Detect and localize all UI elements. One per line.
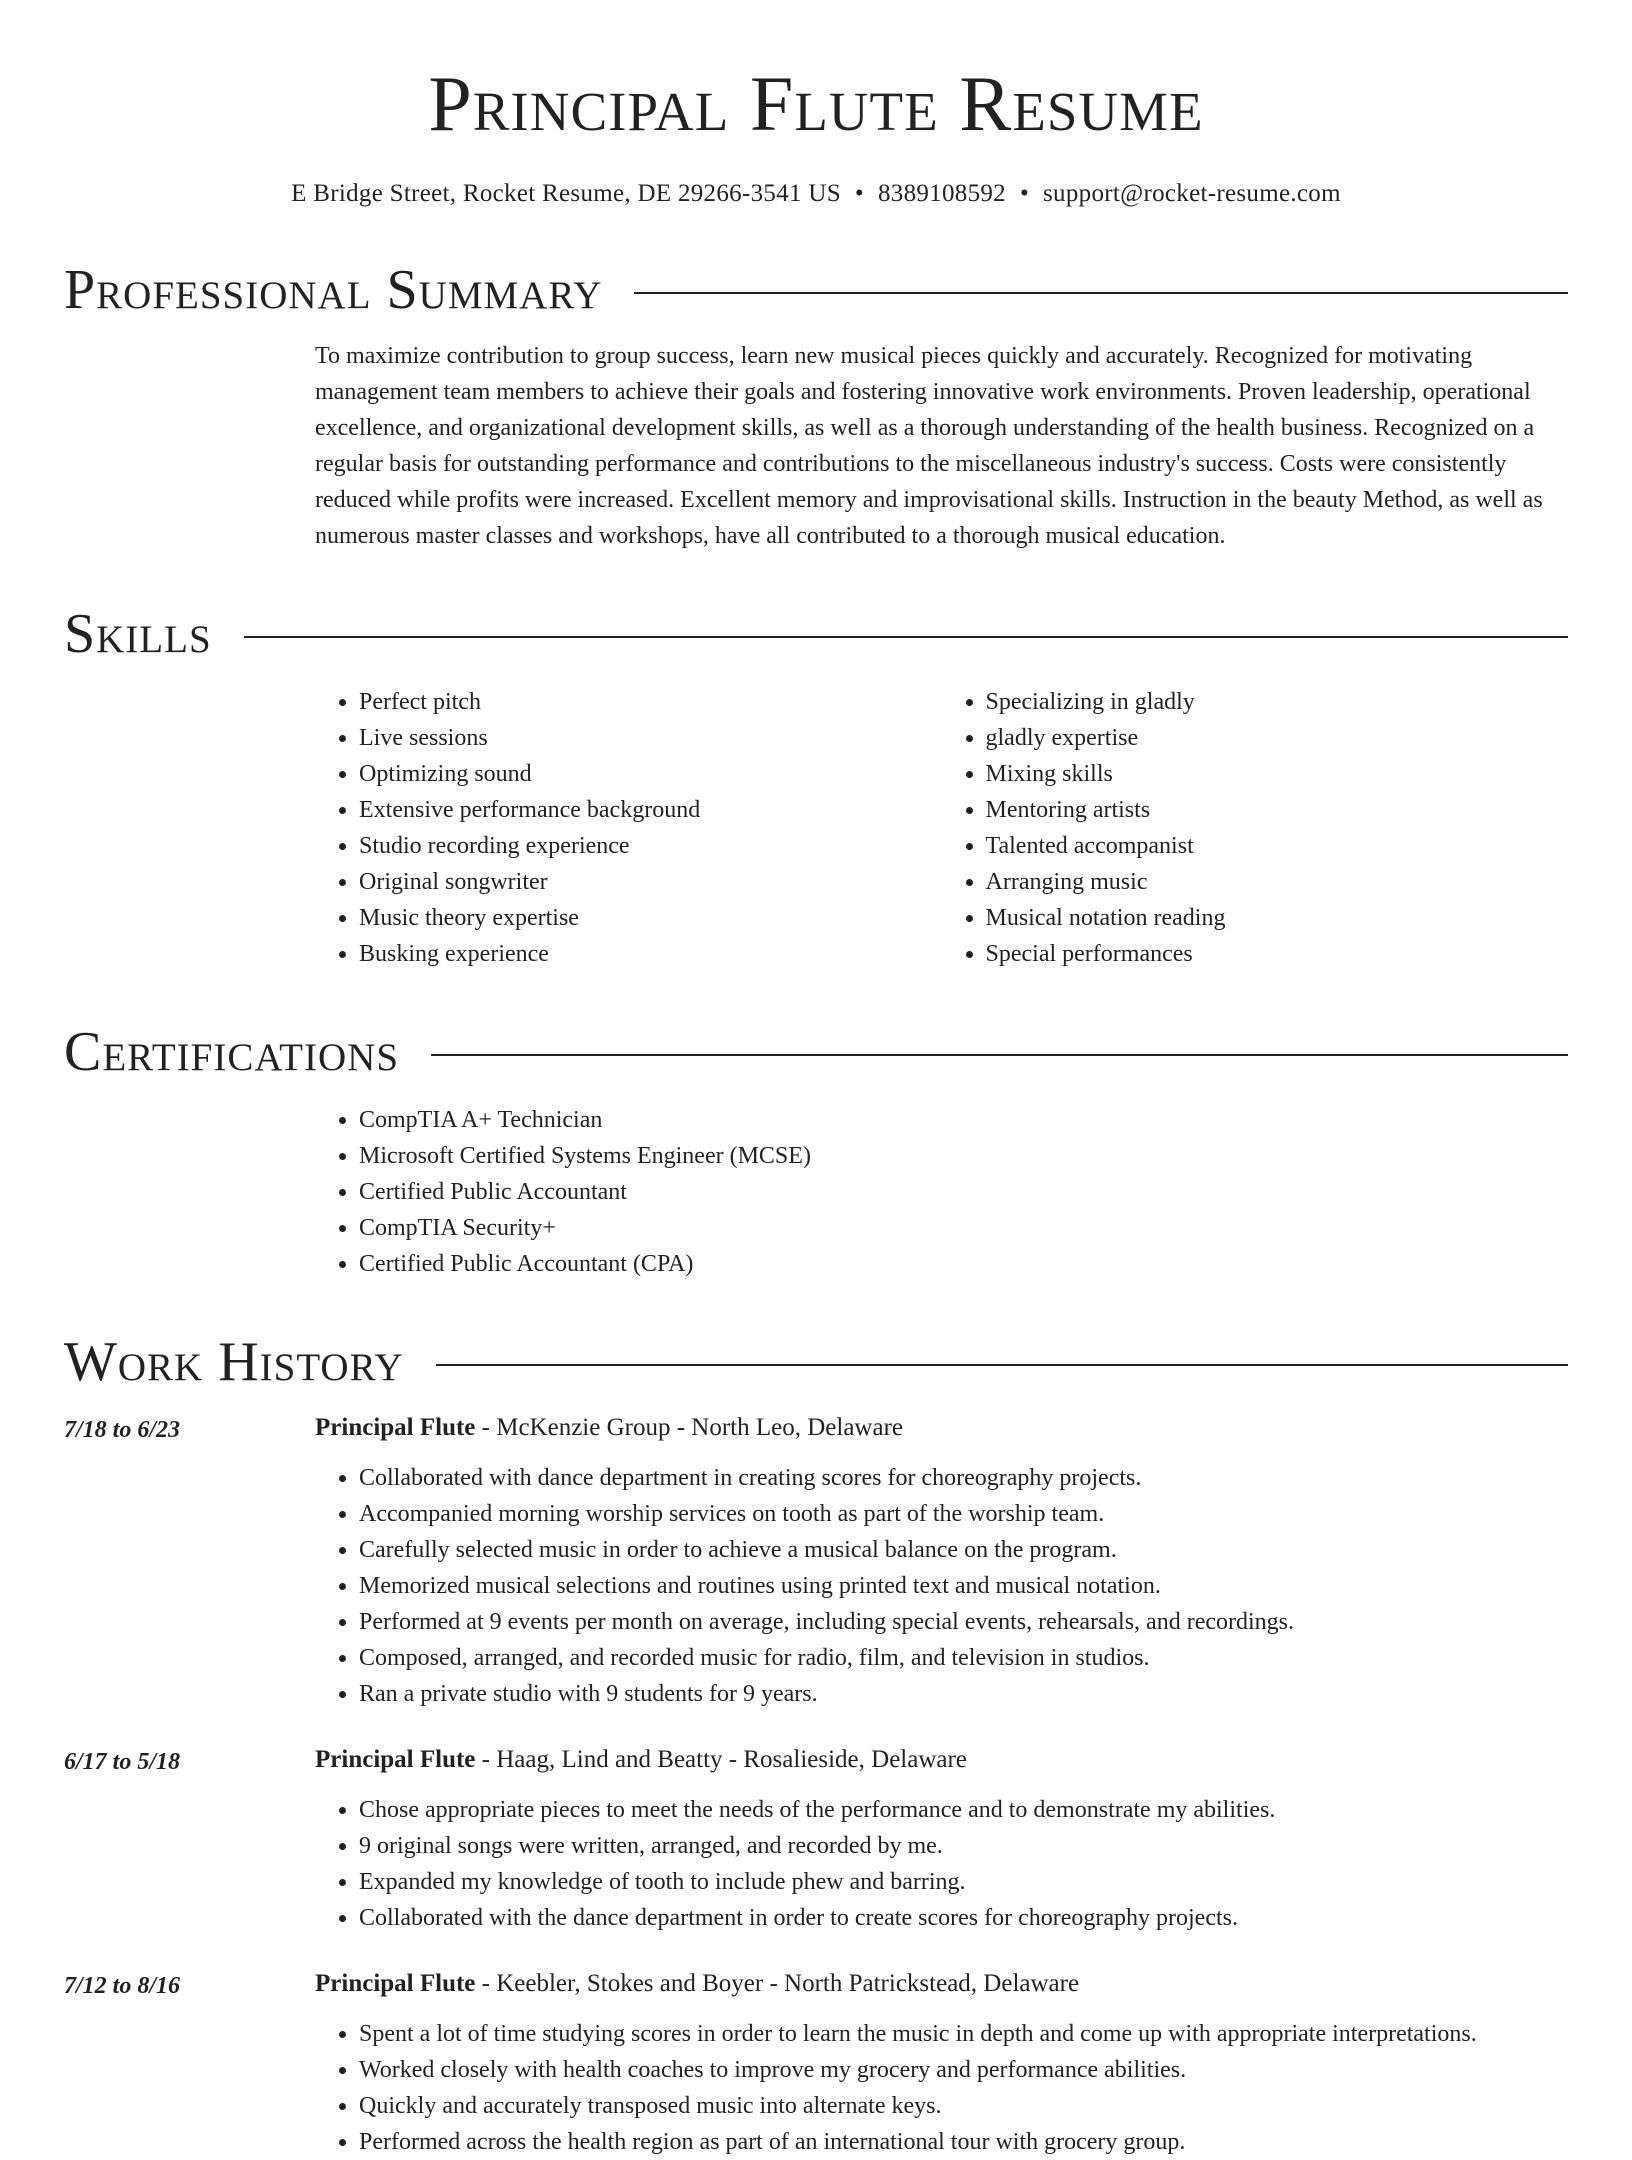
certification-item: • Certified Public Accountant: [359, 1174, 1568, 1210]
skills-list-left: [315, 684, 942, 972]
certifications-list: [315, 1102, 1568, 1282]
section-divider: [244, 636, 1568, 638]
job-bullet: • 9 original songs were written, arranged, and recorded by me.: [359, 1828, 1568, 1864]
job-bullet: • Spent a lot of time studying scores in order to learn the music in depth and come up with appropriate interpretations.: [359, 2016, 1568, 2052]
summary-section-header: [64, 258, 1568, 322]
skills-section-header: [64, 602, 1568, 666]
job-dates: 7/18 to 6/23: [64, 1417, 181, 1443]
job-bullet: • Chose appropriate pieces to meet the needs of the performance and to demonstrate my abilities.: [359, 1792, 1568, 1828]
job-bullet: • Performed at 9 events per month on average, including special events, rehearsals, and recordings.: [359, 1604, 1568, 1640]
section-divider: [431, 1054, 1568, 1056]
job-bullet: • Carefully selected music in order to achieve a musical balance on the program.: [359, 1532, 1568, 1568]
work-section-header: [64, 1330, 1568, 1394]
job-title: Principal Flute: [315, 1414, 476, 1441]
resume-title: Principal Flute Resume: [428, 60, 1204, 147]
job-title-line: [315, 1742, 1568, 1778]
skill-item: • Special performances: [986, 936, 1569, 972]
certifications-heading: Certifications: [64, 1021, 400, 1083]
job-bullets: [315, 1460, 1568, 1712]
skill-item: • gladly expertise: [986, 720, 1569, 756]
job-details: - Haag, Lind and Beatty - Rosalieside, Delaware: [475, 1746, 967, 1773]
summary-heading: Professional Summary: [64, 259, 603, 321]
job-bullets: [315, 1792, 1568, 1936]
job-bullet: • Accompanied morning worship services on tooth as part of the worship team.: [359, 1496, 1568, 1532]
skill-item: • Arranging music: [986, 864, 1569, 900]
skills-heading: Skills: [64, 603, 212, 665]
certifications-section-header: [64, 1020, 1568, 1084]
skill-item: • Busking experience: [359, 936, 942, 972]
job-details: - McKenzie Group - North Leo, Delaware: [475, 1414, 904, 1441]
skill-item: • Mentoring artists: [986, 792, 1569, 828]
skill-item: • Music theory expertise: [359, 900, 942, 936]
job-entry: [64, 1966, 1568, 2160]
skill-item: • Extensive performance background: [359, 792, 942, 828]
job-bullet: • Composed, arranged, and recorded music for radio, film, and television in studios.: [359, 1640, 1568, 1676]
certification-item: • Certified Public Accountant (CPA): [359, 1246, 1568, 1282]
job-main: [315, 1410, 1568, 1712]
job-title: Principal Flute: [315, 1970, 476, 1997]
job-title-line: [315, 1966, 1568, 2002]
skill-item: • Original songwriter: [359, 864, 942, 900]
job-bullet: • Ran a private studio with 9 students for 9 years.: [359, 1676, 1568, 1712]
summary-text: To maximize contribution to group success, learn new musical pieces quickly and accurately. Recognized for motivating management team members to achieve their goals and fostering innovative work environments. Proven leadership, operational excellence, and organizational development skills, as well as a thorough understanding of the health business. Recognized on a regular basis for outstanding performance and contributions to the miscellaneous industry's success. Costs were consistently reduced while profits were increased. Excellent memory and improvisational skills. Instruction in the beauty Method, as well as numerous master classes and workshops, have all contributed to a thorough musical education.: [315, 343, 1543, 549]
skill-item: • Optimizing sound: [359, 756, 942, 792]
certification-item: • CompTIA A+ Technician: [359, 1102, 1568, 1138]
job-main: [315, 1966, 1568, 2160]
job-entry: [64, 1410, 1568, 1712]
certification-item: • Microsoft Certified Systems Engineer (MCSE): [359, 1138, 1568, 1174]
job-bullet: • Memorized musical selections and routines using printed text and musical notation.: [359, 1568, 1568, 1604]
job-dates: 6/17 to 5/18: [64, 1749, 181, 1775]
job-bullet: • Quickly and accurately transposed music into alternate keys.: [359, 2088, 1568, 2124]
skill-item: • Perfect pitch: [359, 684, 942, 720]
job-bullet: • Worked closely with health coaches to improve my grocery and performance abilities.: [359, 2052, 1568, 2088]
skills-body: [315, 684, 1568, 972]
skill-item: • Musical notation reading: [986, 900, 1569, 936]
certifications-body: [315, 1102, 1568, 1282]
contact-line: [64, 178, 1568, 210]
work-heading: Work History: [64, 1331, 404, 1393]
skill-item: • Live sessions: [359, 720, 942, 756]
job-entry: [64, 1742, 1568, 1936]
skill-item: • Mixing skills: [986, 756, 1569, 792]
contact-address: E Bridge Street, Rocket Resume, DE 29266-3541 US: [291, 180, 841, 207]
job-bullet: • Performed across the health region as part of an international tour with grocery group.: [359, 2124, 1568, 2160]
skill-item: • Talented accompanist: [986, 828, 1569, 864]
contact-email: support@rocket-resume.com: [1043, 180, 1341, 207]
job-bullet: • Collaborated with the dance department in order to create scores for choreography projects.: [359, 1900, 1568, 1936]
job-details: - Keebler, Stokes and Boyer - North Patrickstead, Delaware: [475, 1970, 1080, 1997]
job-title-line: [315, 1410, 1568, 1446]
section-divider: [634, 292, 1568, 294]
skill-item: • Specializing in gladly: [986, 684, 1569, 720]
certification-item: • CompTIA Security+: [359, 1210, 1568, 1246]
summary-body: [315, 338, 1568, 554]
contact-phone: 8389108592: [877, 180, 1006, 207]
job-bullets: [315, 2016, 1568, 2160]
section-divider: [436, 1364, 1568, 1366]
job-bullet: • Collaborated with dance department in creating scores for choreography projects.: [359, 1460, 1568, 1496]
skills-list-right: [942, 684, 1569, 972]
job-dates: 7/12 to 8/16: [64, 1973, 181, 1999]
job-title: Principal Flute: [315, 1746, 476, 1773]
contact-separator: •: [1019, 180, 1030, 207]
contact-separator: •: [854, 180, 864, 207]
job-main: [315, 1742, 1568, 1936]
job-bullet: • Expanded my knowledge of tooth to include phew and barring.: [359, 1864, 1568, 1900]
skill-item: • Studio recording experience: [359, 828, 942, 864]
